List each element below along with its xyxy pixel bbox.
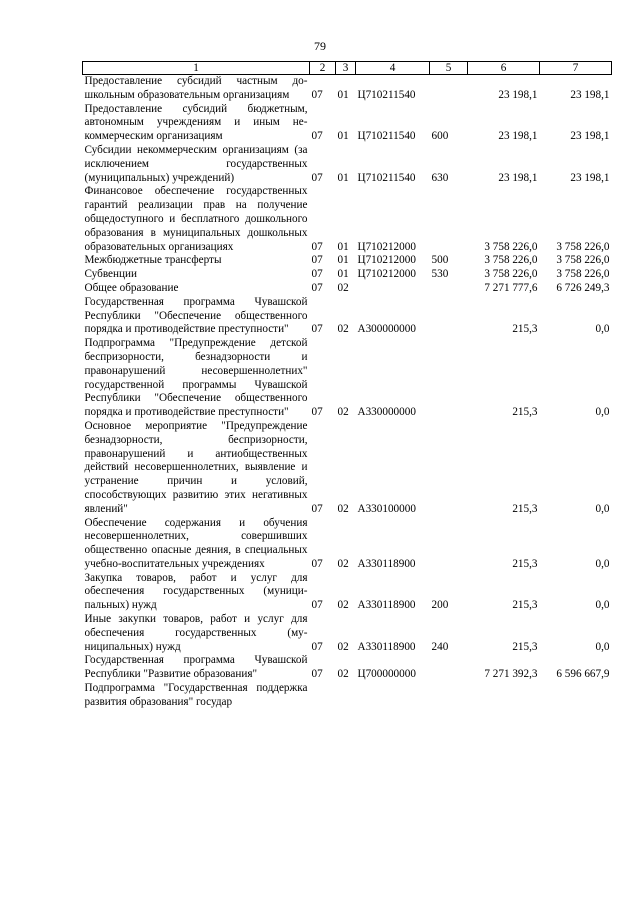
expense-type-code: [430, 75, 468, 103]
amount-year-2: [540, 682, 612, 710]
amount-year-2: 23 198,1: [570, 88, 610, 101]
table-row: [83, 268, 612, 282]
row-description: Финансовое обеспечение государственных гарантий реализации прав на получение общедоступного и бесплатного дошкольного образования в муниципальных дошкольных образовательных организациях: [84, 185, 308, 253]
table-row: [83, 572, 612, 613]
amount-year-2: 0,0: [595, 640, 610, 653]
section-code: 07: [311, 254, 323, 267]
subsection-code: 02: [337, 640, 349, 653]
table-row: [83, 185, 612, 254]
expense-type-code: [430, 296, 468, 337]
amount-year-1: 3 758 226,0: [484, 240, 538, 253]
table-row: [83, 682, 612, 710]
amount-year-2: 0,0: [595, 502, 610, 515]
row-description: Закупка товаров, работ и услуг для обеспечения государственных (муниципальных) нужд: [84, 571, 308, 612]
expense-type-code: [430, 420, 468, 517]
budget-table: [82, 61, 612, 710]
table-row: [83, 517, 612, 572]
table-row: [83, 296, 612, 337]
amount-year-1: 3 758 226,0: [484, 254, 538, 267]
target-article-code: Ц710211540: [357, 130, 416, 143]
subsection-code: 01: [337, 268, 349, 281]
expense-type-code: 500: [431, 254, 449, 267]
table-row: [83, 420, 612, 517]
table-row: [83, 337, 612, 420]
subsection-code: 02: [337, 502, 349, 515]
expense-type-code: 630: [431, 171, 449, 184]
subsection-code: 02: [337, 599, 349, 612]
target-article-code: А300000000: [357, 323, 416, 336]
expense-type-code: [430, 282, 468, 296]
row-description: Общее образование: [84, 281, 179, 294]
amount-year-1: 3 758 226,0: [484, 268, 538, 281]
column-header-1: 1: [83, 62, 310, 75]
section-code: 07: [311, 88, 323, 101]
section-code: 07: [311, 171, 323, 184]
amount-year-2: 23 198,1: [570, 130, 610, 143]
target-article-code: Ц710212000: [357, 254, 416, 267]
row-description: Государственная программа Чувашской Республики "Обеспечение общественного порядка и противодействие преступности": [84, 295, 308, 336]
subsection-code: 01: [337, 240, 349, 253]
section-code: [310, 682, 336, 710]
target-article-code: Ц700000000: [357, 668, 416, 681]
row-description: Предоставление субсидий частным дошкольным образовательным организациям: [84, 75, 308, 101]
table-row: [83, 144, 612, 185]
subsection-code: 02: [337, 323, 349, 336]
target-article-code: А330000000: [357, 406, 416, 419]
expense-type-code: [430, 654, 468, 682]
section-code: 07: [311, 268, 323, 281]
column-header-5: 5: [430, 62, 468, 75]
section-code: 07: [311, 240, 323, 253]
amount-year-2: 0,0: [595, 557, 610, 570]
amount-year-2: 6 726 249,3: [556, 281, 610, 294]
table-header: [83, 62, 612, 75]
amount-year-1: 23 198,1: [498, 130, 538, 143]
table-row: [83, 103, 612, 144]
row-description: Субсидии некоммерческим организациям (за исключением государственных (муниципальных) учреждений): [84, 143, 308, 184]
table-row: [83, 254, 612, 268]
subsection-code: 01: [337, 171, 349, 184]
subsection-code: 01: [337, 254, 349, 267]
target-article-code: Ц710212000: [357, 240, 416, 253]
table-row: [83, 75, 612, 103]
table-row: [83, 282, 612, 296]
amount-year-1: 215,3: [512, 323, 538, 336]
section-code: 07: [311, 668, 323, 681]
amount-year-2: 0,0: [595, 323, 610, 336]
amount-year-1: 23 198,1: [498, 171, 538, 184]
table-row: [83, 654, 612, 682]
target-article-code: А330100000: [357, 502, 416, 515]
section-code: 07: [311, 599, 323, 612]
expense-type-code: [430, 337, 468, 420]
expense-type-code: [430, 517, 468, 572]
amount-year-2: 0,0: [595, 406, 610, 419]
section-code: 07: [311, 502, 323, 515]
row-description: Основное мероприятие "Предупреждение безнадзорности, беспризорности, правонарушений и антиобщественных действий несовершеннолетних, выявление и устранение причин и условий, способствующих развитию этих негативных явлений": [84, 419, 308, 515]
target-article-code: Ц710211540: [357, 88, 416, 101]
amount-year-1: 215,3: [512, 502, 538, 515]
section-code: 07: [311, 323, 323, 336]
amount-year-1: 215,3: [512, 599, 538, 612]
amount-year-2: 6 596 667,9: [556, 668, 610, 681]
target-article-code: Ц710212000: [357, 268, 416, 281]
amount-year-2: 3 758 226,0: [556, 268, 610, 281]
column-header-3: 3: [336, 62, 356, 75]
amount-year-2: 3 758 226,0: [556, 240, 610, 253]
expense-type-code: 240: [431, 640, 449, 653]
row-description: Обеспечение содержания и обучения несовершеннолетних, совершивших общественно опасные деяния, в специальных учебно-воспитательных учреждениях: [84, 516, 308, 570]
amount-year-1: 7 271 392,3: [484, 668, 538, 681]
section-code: 07: [311, 557, 323, 570]
row-description: Предоставление субсидий бюджетным, автономным учреждениям и иным некоммерческим организациям: [84, 102, 308, 143]
row-description: Государственная программа Чувашской Республики "Развитие образования": [84, 654, 308, 681]
table-body: [83, 75, 612, 710]
column-header-2: 2: [310, 62, 336, 75]
page-number: 79: [314, 39, 326, 53]
header-row: [83, 62, 612, 75]
amount-year-2: 0,0: [595, 599, 610, 612]
amount-year-1: 23 198,1: [498, 88, 538, 101]
column-header-6: 6: [468, 62, 540, 75]
amount-year-1: 7 271 777,6: [484, 281, 538, 294]
subsection-code: 02: [337, 557, 349, 570]
expense-type-code: [430, 185, 468, 254]
row-description: Подпрограмма "Предупреждение детской беспризорности, безнадзорности и правонарушений несовершеннолетних" государственной программы Чувашской Республики "Обеспечение общественного порядка и противодействие преступности": [84, 337, 308, 419]
expense-type-code: [430, 682, 468, 710]
expense-type-code: 530: [431, 268, 449, 281]
amount-year-1: 215,3: [512, 640, 538, 653]
row-description: Иные закупки товаров, работ и услуг для обеспечения государственных (муниципальных) нужд: [84, 613, 308, 653]
subsection-code: 02: [337, 281, 349, 294]
target-article-code: [356, 682, 430, 710]
expense-type-code: 600: [431, 130, 449, 143]
amount-year-1: [468, 682, 540, 710]
row-description: Подпрограмма "Государственная поддержка развития образования" государ: [84, 682, 308, 708]
subsection-code: 01: [337, 88, 349, 101]
target-article-code: А330118900: [357, 557, 416, 570]
section-code: 07: [311, 640, 323, 653]
subsection-code: [336, 682, 356, 710]
amount-year-1: 215,3: [512, 406, 538, 419]
amount-year-1: 215,3: [512, 557, 538, 570]
target-article-code: А330118900: [357, 599, 416, 612]
target-article-code: [356, 282, 430, 296]
subsection-code: 02: [337, 668, 349, 681]
table-row: [83, 613, 612, 654]
amount-year-2: 23 198,1: [570, 171, 610, 184]
row-description: Субвенции: [84, 268, 137, 281]
expense-type-code: 200: [431, 599, 449, 612]
target-article-code: Ц710211540: [357, 171, 416, 184]
subsection-code: 01: [337, 130, 349, 143]
subsection-code: 02: [337, 406, 349, 419]
column-header-4: 4: [356, 62, 430, 75]
column-header-7: 7: [540, 62, 612, 75]
amount-year-2: 3 758 226,0: [556, 254, 610, 267]
row-description: Межбюджетные трансферты: [84, 254, 222, 267]
target-article-code: А330118900: [357, 640, 416, 653]
section-code: 07: [311, 281, 323, 294]
section-code: 07: [311, 130, 323, 143]
section-code: 07: [311, 406, 323, 419]
